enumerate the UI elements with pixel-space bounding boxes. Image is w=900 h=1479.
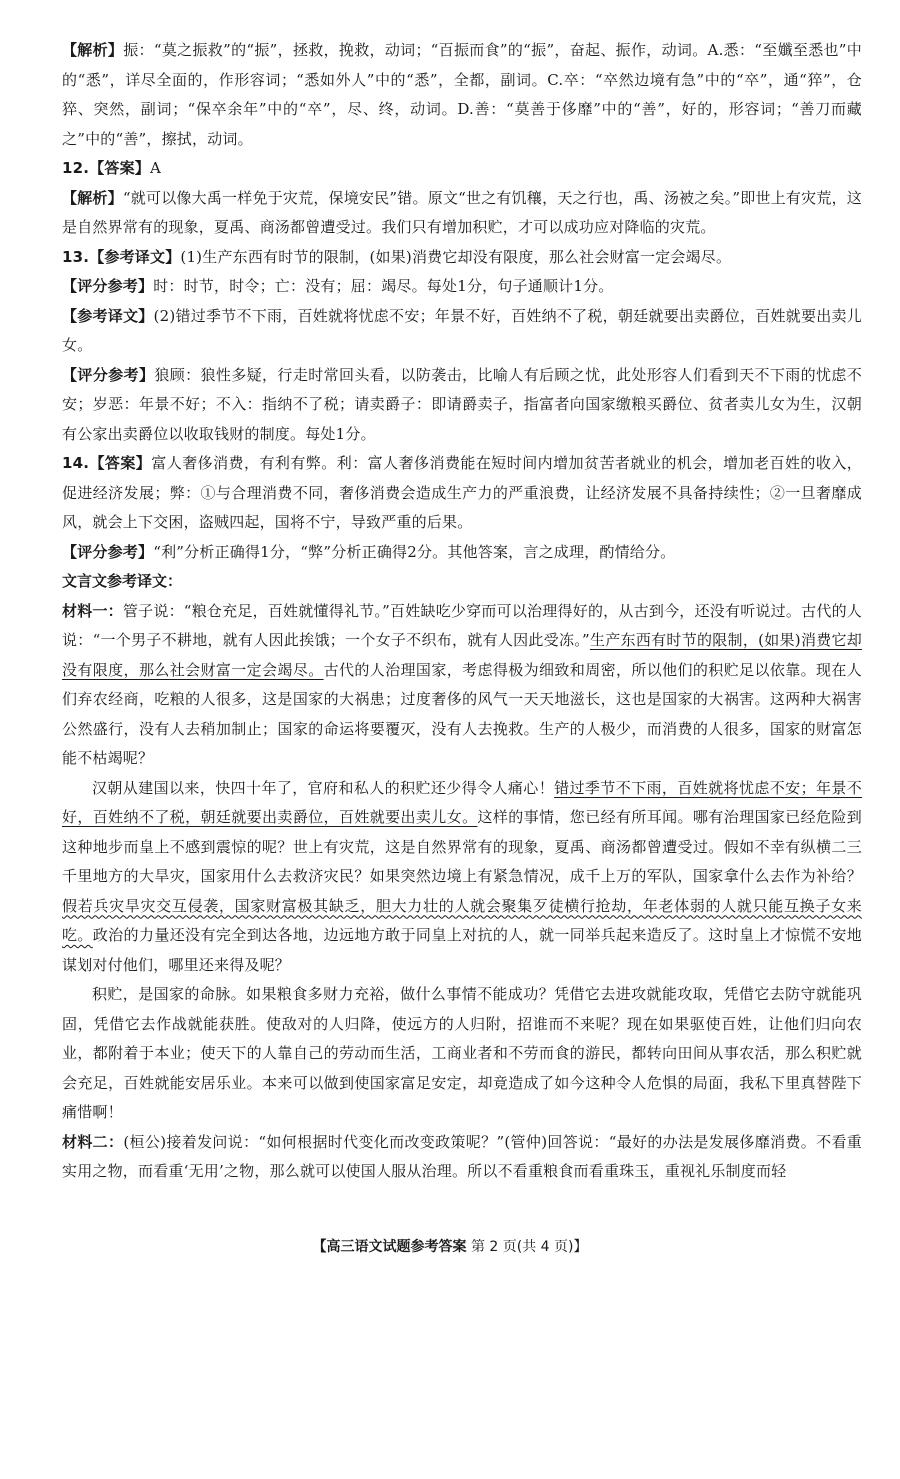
translation-tag: 【参考译文】 — [89, 247, 181, 266]
material-tag: 材料一： — [62, 601, 123, 620]
document-page — [62, 36, 862, 1187]
scoring-text: 狼顾：狼性多疑，行走时常回头看，以防袭击，比喻人有后顾之忧，此处形容人们看到天不下雨的忧虑不安；岁恶：年景不好；不入：指纳不了税；请卖爵子：即请爵卖子，指富者向国家缴粮买爵位、贫者卖儿女为生，汉朝有公家出卖爵位以收取钱财的制度。每处1分。 — [62, 365, 862, 443]
material-tag: 材料二： — [62, 1132, 124, 1151]
translation-text: (2)错过季节不下雨，百姓就将忧虑不安；年景不好，百姓纳不了税，朝廷就要出卖爵位，百姓就要出卖儿女。 — [62, 306, 862, 354]
scoring-tag: 【评分参考】 — [62, 277, 154, 295]
scoring-tag: 【评分参考】 — [62, 365, 155, 384]
scoring-tag: 【评分参考】 — [62, 542, 154, 561]
material-text: (桓公)接着发问说：“如何根据时代变化而改变政策呢？”(管仲)回答说：“最好的办法是发展侈靡消费。不看重实用之物，而看重‘无用’之物，那么就可以使国人服从治理。所以不看重粮食而看重珠玉，重视礼乐制度而轻 — [62, 1132, 862, 1180]
scoring-text: “利”分析正确得1分，“弊”分析正确得2分。其他答案，言之成理，酌情给分。 — [153, 542, 676, 561]
analysis-text: “就可以像大禹一样免于灾荒，保境安民”错。原文“世之有饥穰，天之行也，禹、汤被之矣。”即世上有灾荒，这是自然界常有的现象，夏禹、商汤都曾遭受过。我们只有增加积贮，才可以成功应对降临的灾荒。 — [62, 188, 862, 236]
answer-tag: 【答案】 — [89, 454, 152, 472]
material-text: 政治的力量还没有完全到达各地，边远地方敢于同皇上对抗的人，就一同举兵起来造反了。这时皇上才惊慌不安地谋划对付他们，哪里还来得及呢？ — [62, 926, 862, 974]
question-number: 13. — [62, 247, 90, 266]
material-one-paragraph — [62, 597, 862, 774]
material-text: 管子说：“粮仓充足，百姓就懂得礼节。”百姓缺吃少穿而可以治理得好的，从古到今，还没有听说过。古代的人说：“一个男子不耕地，就有人因此挨饿；一个女子不织布，就有人因此受冻。” — [62, 601, 862, 649]
translation-tag: 【参考译文】 — [62, 306, 154, 325]
translation-q13-1 — [62, 243, 862, 273]
analysis-q12 — [62, 184, 862, 243]
answer-text: A — [150, 159, 162, 177]
analysis-paragraph-q11 — [62, 36, 862, 154]
material-text: 汉朝从建国以来，快四十年了，官府和私人的积贮还少得令人痛心！ — [92, 778, 555, 797]
scoring-q13-2 — [62, 361, 862, 450]
answer-q14 — [62, 449, 862, 538]
answer-text: 富人奢侈消费，有利有弊。利：富人奢侈消费能在短时间内增加贫苦者就业的机会，增加老百姓的收入，促进经济发展；弊：①与合理消费不同，奢侈消费会造成生产力的严重浪费，让经济发展不具备持续性；②一旦奢靡成风，就会上下交困，盗贼四起，国将不宁，导致严重的后果。 — [62, 454, 862, 531]
scoring-q14 — [62, 538, 862, 568]
scoring-q13-1 — [62, 272, 862, 302]
section-heading: 文言文参考译文： — [62, 572, 183, 590]
material-two-paragraph — [62, 1128, 862, 1187]
material-one-paragraph-2 — [62, 774, 862, 981]
page-footer — [0, 1236, 900, 1256]
question-number: 14. — [62, 454, 90, 472]
answer-tag: 【答案】 — [89, 159, 150, 177]
translation-text: (1)生产东西有时节的限制，(如果)消费它却没有限度，那么社会财富一定会竭尽。 — [180, 247, 732, 266]
analysis-tag: 【解析】 — [62, 188, 123, 207]
underlined-sentence: 错过季节不下雨，百姓就将忧虑不安；年景不好，百姓纳不了税，朝廷就要出卖爵位，百姓就要出卖儿女。 — [62, 778, 862, 826]
wavy-underlined-sentence: 假若兵灾旱灾交互侵袭，国家财富极其缺乏，胆大力壮的人就会聚集歹徒横行抢劫，年老体弱的人就只能互换子女来吃。 — [62, 896, 862, 944]
material-one-paragraph-3: 积贮，是国家的命脉。如果粮食多财力充裕，做什么事情不能成功？凭借它去进攻就能攻取，凭借它去防守就能巩固，凭借它去作战就能获胜。使敌对的人归降，使远方的人归附，招谁而不来呢？现在如果驱使百姓，让他们归向农业，都附着于本业；使天下的人靠自己的劳动而生活，工商业者和不劳而食的游民，都转向田间从事农活，那么积贮就会充足，百姓就能安居乐业。本来可以做到使国家富足安定，却竟造成了如今这种令人危惧的局面，我私下里真替陛下痛惜啊！ — [62, 985, 862, 1121]
question-number: 12. — [62, 159, 90, 177]
material-text: 古代的人治理国家，考虑得极为细致和周密，所以他们的积贮足以依靠。现在人们弃农经商，吃粮的人很多，这是国家的大祸患；过度奢侈的风气一天天地滋长，这也是国家的大祸害。这两种大祸害公然盛行，没有人去稍加制止；国家的命运将要覆灭，没有人去挽救。生产的人极少，而消费的人很多，国家的财富怎能不枯竭呢？ — [62, 660, 862, 767]
scoring-text: 时：时节，时令；亡：没有；屈：竭尽。每处1分，句子通顺计1分。 — [153, 277, 614, 295]
footer-page-number: 第 2 页(共 4 页)】 — [470, 1239, 588, 1255]
answer-q12 — [62, 154, 862, 184]
underlined-sentence: 生产东西有时节的限制，(如果)消费它却没有限度，那么社会财富一定会竭尽。 — [62, 631, 862, 679]
translation-q13-2 — [62, 302, 862, 361]
analysis-text: 振：“莫之振救”的“振”，拯救，挽救，动词；“百振而食”的“振”，奋起、振作，动词。A.悉：“至孅至悉也”中的“悉”，详尽全面的，作形容词；“悉如外人”中的“悉”，全都，副词。C.卒：“卒然边境有急”中的“卒”，通“猝”，仓猝、突然，副词；“保卒余年”中的“卒”，尽、终，动词。D.善：“莫善于侈靡”中的“善”，好的，形容词；“善刀而藏之”中的“善”，擦拭，动词。 — [62, 41, 862, 148]
material-text: 这样的事情，您已经有所耳闻。哪有治理国家已经危险到这种地步而皇上不感到震惊的呢？世上有灾荒，这是自然界常有的现象，夏禹、商汤都曾遭受过。假如不幸有纵横二三千里地方的大旱灾，国家用什么去救济灾民？如果突然边境上有紧急情况，成千上万的军队，国家拿什么去作为补给？ — [62, 808, 862, 885]
footer-title: 【高三语文试题参考答案 — [312, 1239, 467, 1255]
analysis-tag: 【解析】 — [62, 41, 124, 59]
